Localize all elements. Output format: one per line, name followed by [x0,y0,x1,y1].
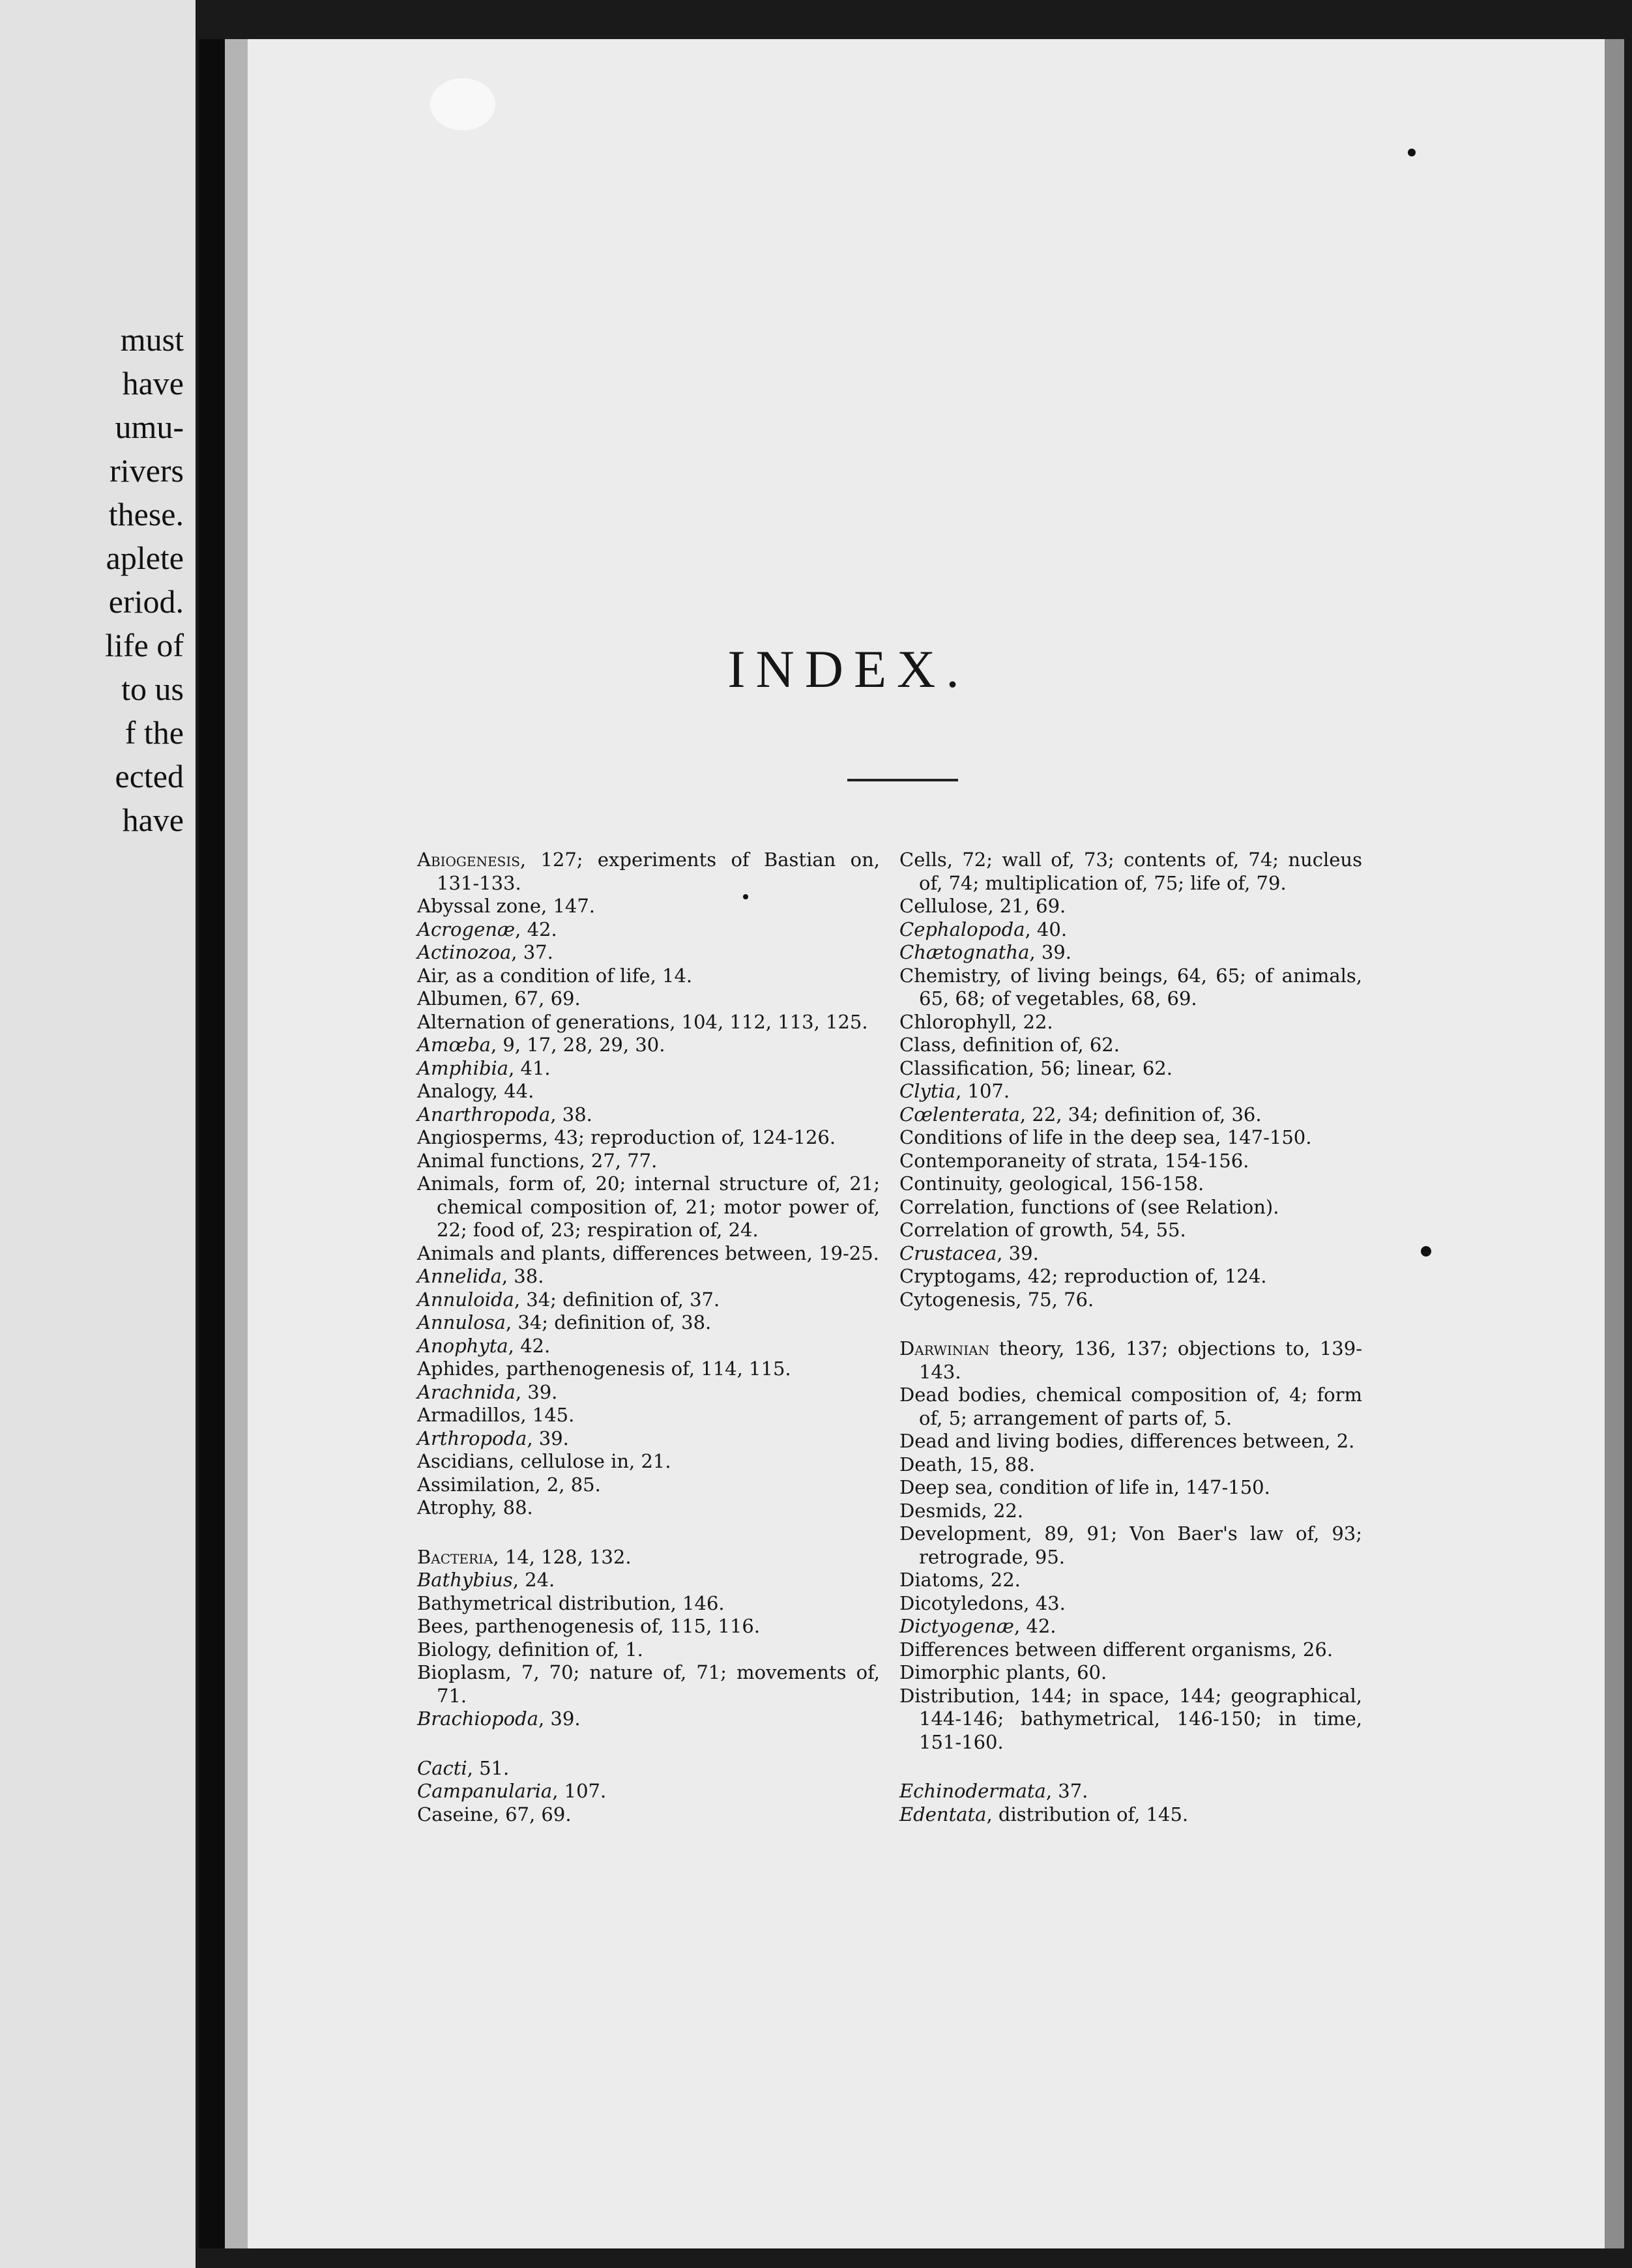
index-term: Echinodermata [899,1780,1046,1802]
index-term: Cœlenterata [899,1103,1020,1126]
index-entry [417,1011,880,1034]
index-term: Classification, 56; linear, 62. [899,1056,1173,1079]
index-locators: , 37. [1045,1780,1088,1802]
index-term: Correlation of growth, 54, 55. [899,1219,1186,1241]
index-locators: , 38. [501,1265,544,1287]
index-term: Abiogenesis [417,849,520,871]
index-locators: , distribution of, 145. [986,1803,1189,1825]
index-entry [899,1150,1362,1173]
index-term: Arthropoda [417,1427,527,1449]
index-term: Caseine, 67, 69. [417,1803,572,1825]
index-entry [899,1522,1362,1569]
index-entry [417,1638,880,1662]
left-page-line: eriod. [108,583,184,620]
index-entry [899,1219,1362,1242]
index-term: Arachnida [417,1380,516,1403]
index-term: Bacteria [417,1545,493,1568]
index-locators: , 9, 17, 28, 29, 30. [490,1034,665,1056]
index-entry [417,1034,880,1057]
index-term: Contemporaneity of strata, 154-156. [899,1149,1249,1172]
page-edge [1605,39,1624,2248]
page-title: INDEX. [727,639,970,699]
index-term: Cephalopoda [899,918,1025,940]
index-term: Distribution, 144; in space, 144; geographical, 144-146; bathymetrical, 146-150; in time, 151-160. [899,1684,1362,1753]
index-term: Bathybius [417,1569,513,1591]
index-term: Crustacea [899,1242,997,1264]
index-entry [899,1780,1362,1803]
index-entry [899,1242,1362,1266]
index-entry [899,1057,1362,1081]
left-page-line: have [122,802,184,838]
index-term: Brachiopoda [417,1708,538,1730]
index-locators: , 51. [467,1756,510,1779]
index-entry [417,1757,880,1781]
index-term: Cytogenesis, 75, 76. [899,1288,1094,1311]
index-entry [417,1057,880,1081]
index-entry [417,1242,880,1266]
left-page-line: life of [105,627,184,663]
index-entry [899,1638,1362,1662]
index-entry [899,895,1362,918]
index-term: Animals and plants, differences between, 19-25. [417,1242,879,1264]
index-entry [899,1685,1362,1754]
index-entry [899,1430,1362,1453]
index-entry [417,1172,880,1242]
ink-speck [1421,1246,1431,1257]
index-entry [899,965,1362,1011]
index-entry [899,1172,1362,1196]
index-term: Alternation of generations, 104, 112, 113, 125. [417,1010,868,1033]
index-entry [417,1358,880,1381]
index-entry [899,1569,1362,1592]
left-page-line: to us [121,671,184,707]
index-term: Chætognatha [899,941,1030,963]
index-locators: , 37. [511,941,553,963]
index-entry [899,1476,1362,1500]
index-term: Amphibia [417,1056,509,1079]
index-term: Actinozoa [417,941,512,963]
left-page-line: umu- [115,409,184,445]
index-entry [899,1500,1362,1523]
left-page [0,0,196,2268]
index-term: Continuity, geological, 156-158. [899,1172,1204,1195]
index-term: Annuloida [417,1288,514,1311]
index-entry [899,1126,1362,1150]
index-term: Campanularia [417,1780,553,1802]
index-entry [899,849,1362,895]
index-term: Annulosa [417,1311,506,1333]
index-term: Angiosperms, 43; reproduction of, 124-126. [417,1126,836,1148]
index-entry [899,1034,1362,1057]
index-entry [417,1546,880,1569]
index-entry [417,1311,880,1335]
index-entry [899,1196,1362,1219]
index-entry [899,1592,1362,1616]
index-entry [417,1661,880,1708]
index-term: Ascidians, cellulose in, 21. [417,1450,671,1472]
index-locators: , 22, 34; definition of, 36. [1019,1103,1262,1126]
index-term: Acrogenæ [417,918,516,940]
index-term: Correlation, functions of (see Relation). [899,1195,1279,1218]
index-term: Clytia [899,1080,956,1102]
paper-blot [430,78,495,130]
index-locators: theory, 136, 137; objections to, 139-143. [919,1337,1362,1383]
index-entry [417,1450,880,1474]
index-entry [899,1661,1362,1685]
index-term: Bees, parthenogenesis of, 115, 116. [417,1615,761,1637]
index-term: Annelida [417,1265,502,1287]
index-term: Cellulose, 21, 69. [899,895,1066,917]
index-term: Analogy, 44. [417,1080,534,1102]
index-entry [417,1288,880,1312]
ink-speck [1408,149,1416,156]
index-locators: , 42. [515,918,557,940]
index-term: Death, 15, 88. [899,1453,1035,1476]
left-page-line: aplete [106,540,184,576]
index-locators: , 39. [1029,941,1071,963]
index-entry [417,1265,880,1288]
index-locators: , 39. [515,1380,558,1403]
index-term: Atrophy, 88. [417,1496,533,1519]
index-locators: , 39. [538,1708,581,1730]
index-entry [417,1103,880,1127]
index-entry [417,1404,880,1427]
index-entry [417,1803,880,1827]
index-term: Animal functions, 27, 77. [417,1149,658,1172]
index-entry [899,1337,1362,1384]
index-term: Chemistry, of living beings, 64, 65; of animals, 65, 68; of vegetables, 68, 69. [899,964,1362,1010]
index-entry [899,1103,1362,1127]
index-term: Deep sea, condition of life in, 147-150. [899,1476,1270,1498]
index-entry [899,1453,1362,1477]
index-locators: , 34; definition of, 38. [505,1311,712,1333]
index-locators: , 38. [550,1103,592,1126]
index-entry [417,1427,880,1451]
index-locators: , 42. [1013,1615,1056,1637]
index-term: Bioplasm, 7, 70; nature of, 71; movements of, 71. [417,1661,880,1707]
index-locators: , 34; definition of, 37. [514,1288,720,1311]
index-entry [417,1335,880,1358]
index-term: Armadillos, 145. [417,1404,575,1426]
index-entry [417,1150,880,1173]
index-entry [899,1615,1362,1638]
index-locators: , 39. [527,1427,569,1449]
binding-gutter [199,39,225,2248]
index-entry [417,941,880,965]
index-term: Class, definition of, 62. [899,1034,1120,1056]
index-term: Anarthropoda [417,1103,551,1126]
index-entry [417,918,880,942]
index-term: Development, 89, 91; Von Baer's law of, 93; retrograde, 95. [899,1522,1362,1568]
binding-strip [225,39,248,2248]
index-entry [417,1708,880,1731]
index-term: Differences between different organisms, 26. [899,1638,1333,1661]
index-locators: , 42. [508,1334,551,1357]
index-locators: , 40. [1025,918,1068,940]
index-term: Animals, form of, 20; internal structure of, 21; chemical composition of, 21; motor power of, 22; food of, 23; respiration of, 24. [417,1172,880,1241]
index-entry [899,1288,1362,1312]
index-term: Bathymetrical distribution, 146. [417,1592,725,1614]
index-locators: , 107. [552,1780,607,1802]
index-entry [417,1381,880,1404]
index-term: Diatoms, 22. [899,1569,1021,1591]
index-entry [899,1011,1362,1034]
index-entry [417,965,880,988]
index-term: Abyssal zone, 147. [417,895,596,917]
index-entry [417,1474,880,1497]
index-term: Desmids, 22. [899,1499,1024,1522]
index-locators: , 41. [508,1056,551,1079]
index-entry [417,1126,880,1150]
left-page-line: rivers [109,452,184,489]
index-term: Aphides, parthenogenesis of, 114, 115. [417,1358,791,1380]
index-locators: , 24. [512,1569,555,1591]
index-term: Amœba [417,1034,491,1056]
index-entry [417,1569,880,1592]
index-term: Air, as a condition of life, 14. [417,964,693,987]
index-term: Cryptogams, 42; reproduction of, 124. [899,1265,1267,1287]
left-page-text [105,318,184,842]
index-term: Anophyta [417,1334,508,1357]
index-term: Assimilation, 2, 85. [417,1473,601,1496]
left-page-line: must [120,321,184,358]
index-term: Edentata [899,1803,987,1825]
index-locators: , 39. [997,1242,1039,1264]
index-entry [417,987,880,1011]
index-locators: , 127; experiments of Bastian on, 131-133. [437,849,880,894]
index-entry [899,1265,1362,1288]
index-entry [899,941,1362,965]
index-term: Dead bodies, chemical composition of, 4; form of, 5; arrangement of parts of, 5. [899,1384,1362,1429]
index-term: Biology, definition of, 1. [417,1638,643,1661]
index-term: Dictyogenæ [899,1615,1014,1637]
index-entry [417,1080,880,1103]
index-column-left [417,849,880,1826]
index-column-right [899,849,1362,1826]
index-term: Dead and living bodies, differences between, 2. [899,1430,1355,1452]
left-page-line: these. [108,496,184,532]
index-locators: , 107. [955,1080,1010,1102]
index-term: Cells, 72; wall of, 73; contents of, 74; nucleus of, 74; multiplication of, 75; life of, 79. [899,849,1362,894]
index-entry [899,1080,1362,1103]
index-term: Dimorphic plants, 60. [899,1661,1107,1683]
title-rule [847,779,958,781]
index-entry [417,1496,880,1520]
left-page-line: have [122,365,184,401]
index-term: Dicotyledons, 43. [899,1592,1066,1614]
index-term: Chlorophyll, 22. [899,1010,1053,1033]
index-entry [417,1780,880,1803]
index-term: Conditions of life in the deep sea, 147-150. [899,1126,1312,1148]
index-entry [417,1592,880,1616]
index-entry [899,918,1362,942]
index-entry [899,1803,1362,1827]
index-term: Albumen, 67, 69. [417,987,581,1010]
left-page-line: f the [124,714,184,751]
index-locators: , 14, 128, 132. [493,1545,632,1568]
index-entry [417,895,880,918]
index-term: Darwinian [899,1337,990,1359]
index-entry [417,849,880,895]
index-entry [417,1615,880,1638]
left-page-line: ected [115,758,184,794]
index-entry [899,1384,1362,1430]
index-term: Cacti [417,1756,467,1779]
